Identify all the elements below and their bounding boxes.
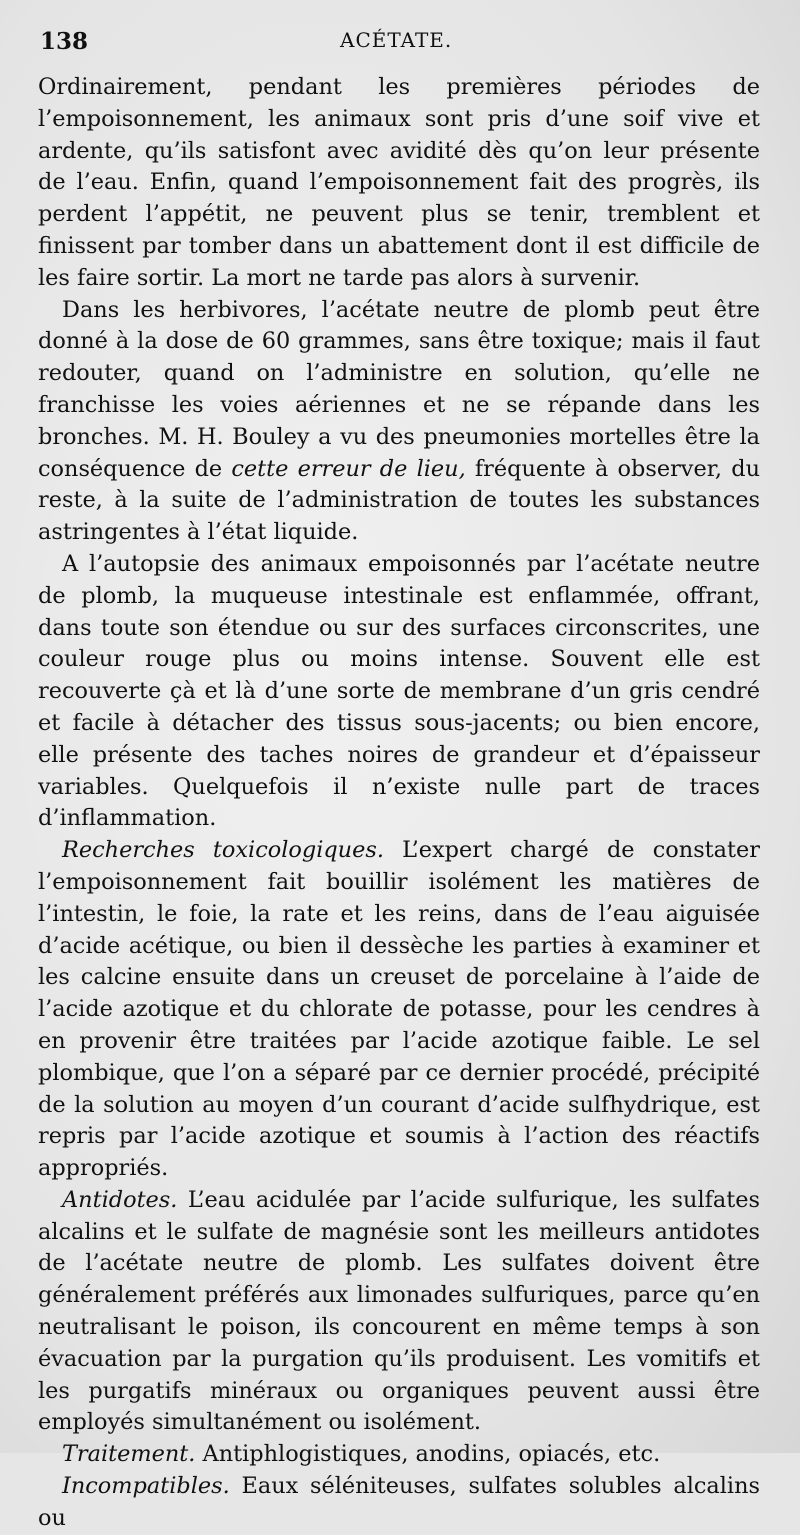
paragraph-autopsy [38, 549, 760, 835]
italic-phrase: cette erreur de lieu, [231, 455, 466, 482]
page-header [40, 28, 760, 58]
paragraph-text-continued: fréquente à observer, du reste, à la suite de l’administration de toutes les substances astringentes à l’état liquide. [38, 455, 760, 546]
paragraph-text: Ordinairement, pendant les premières périodes de l’empoisonnement, les animaux sont pris d’une soif vive et ardente, qu’ils satisfont avec avidité dès qu’on leur présente de l’eau. Enfin, quand l’empoisonnement fait des progrès, ils perdent l’appétit, ne peuvent plus se tenir, tremblent et finissent par tomber dans un abattement dont il est difficile de les faire sortir. La mort ne tarde pas alors à survenir. [38, 74, 760, 291]
section-heading: Traitement. [62, 1441, 196, 1468]
section-heading: Incompatibles. [62, 1473, 230, 1500]
section-heading: Antidotes. [62, 1186, 178, 1213]
paragraph-incompatibles [38, 1471, 760, 1535]
paragraph-herbivores [38, 295, 760, 549]
paragraph-treatment [38, 1439, 760, 1471]
paragraph-text: A l’autopsie des animaux empoisonnés par l’acétate neutre de plomb, la muqueuse intestinale est enflammée, offrant, dans toute son étendue ou sur des surfaces circonscrites, une couleur rouge plus ou moins intense. Souvent elle est recouverte çà et là d’une sorte de membrane d’un gris cendré et facile à détacher des tissus sous-jacents; ou bien encore, elle présente des taches noires de grandeur et d’épaisseur variables. Quelquefois il n’existe nulle part de traces d’inflammation. [38, 550, 760, 832]
section-heading: Recherches toxicologiques. [62, 837, 384, 864]
paragraph-antidotes [38, 1185, 760, 1439]
paragraph-symptoms [38, 72, 760, 295]
paragraph-toxicology [38, 835, 760, 1185]
page-number: 138 [40, 28, 89, 55]
running-title: ACÉTATE. [340, 28, 453, 52]
body-text [38, 72, 760, 1535]
paragraph-text: Antiphlogistiques, anodins, opiacés, etc. [195, 1441, 661, 1468]
paragraph-text: L’expert chargé de constater l’empoisonnement fait bouillir isolément les matières de l’intestin, le foie, la rate et les reins, dans de l’eau aiguisée d’acide acétique, ou bien il dessèche les parties à examiner et les calcine ensuite dans un creuset de porcelaine à l’aide de l’acide azotique et du chlorate de potasse, pour les cendres à en provenir être traitées par l’acide azotique faible. Le sel plombique, que l’on a séparé par ce dernier procédé, précipité de la solution au moyen d’un courant d’acide sulfhydrique, est repris par l’acide azotique et soumis à l’action des réactifs appropriés. [38, 837, 760, 1182]
paragraph-text: L’eau acidulée par l’acide sulfurique, les sulfates alcalins et le sulfate de magnésie sont les meilleurs antidotes de l’acétate neutre de plomb. Les sulfates doivent être généralement préférés aux limonades sulfuriques, parce qu’en neutralisant le poison, ils concourent en même temps à son évacuation par la purgation qu’ils produisent. Les vomitifs et les purgatifs minéraux ou organiques peuvent aussi être employés simultanément ou isolément. [38, 1186, 760, 1436]
paragraph-text: Dans les herbivores, l’acétate neutre de plomb peut être donné à la dose de 60 grammes, sans être toxique; mais il faut redouter, quand on l’administre en solution, qu’elle ne franchisse les voies aériennes et ne se répande dans les bronches. M. H. Bouley a vu des pneumonies mortelles être la conséquence de [38, 296, 760, 482]
paragraph-text: Eaux séléniteuses, sulfates solubles alcalins ou [38, 1473, 760, 1531]
